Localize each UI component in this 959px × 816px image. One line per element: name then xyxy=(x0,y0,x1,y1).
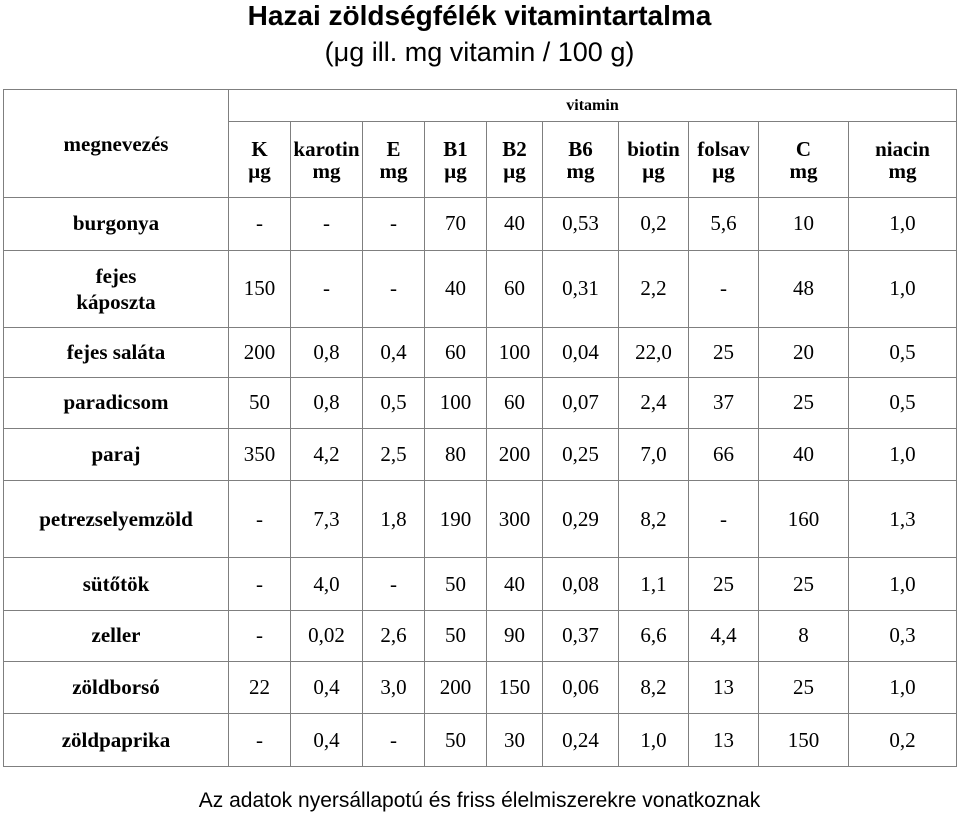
column-header-unit: mg xyxy=(379,158,408,183)
table-cell: 0,37 xyxy=(543,611,619,662)
column-header-name: E xyxy=(386,136,401,161)
column-header-name: B2 xyxy=(502,136,527,161)
table-cell: - xyxy=(229,611,291,662)
table-cell: 0,5 xyxy=(363,378,425,429)
table-cell: - xyxy=(689,481,759,558)
table-cell: 2,5 xyxy=(363,428,425,481)
table-cell: 5,6 xyxy=(689,198,759,251)
table-cell: 0,31 xyxy=(543,250,619,327)
column-header-name: niacin xyxy=(875,136,930,161)
table-cell: 150 xyxy=(229,250,291,327)
table-cell: 80 xyxy=(425,428,487,481)
table-cell: 10 xyxy=(759,198,849,251)
table-cell: - xyxy=(229,481,291,558)
table-cell: 0,4 xyxy=(363,327,425,378)
table-cell: 40 xyxy=(425,250,487,327)
column-header xyxy=(759,122,849,198)
table-cell: 7,3 xyxy=(291,481,363,558)
column-header xyxy=(291,122,363,198)
table-row xyxy=(4,611,957,662)
table-cell: 22 xyxy=(229,661,291,714)
column-header xyxy=(425,122,487,198)
column-header-unit: mg xyxy=(312,158,341,183)
row-name: fejes káposzta xyxy=(4,250,229,327)
column-header-unit: mg xyxy=(789,158,818,183)
table-cell: 0,24 xyxy=(543,714,619,767)
table-cell: 13 xyxy=(689,661,759,714)
table-cell: 40 xyxy=(487,198,543,251)
table-cell: 1,8 xyxy=(363,481,425,558)
column-header-unit: μg xyxy=(503,158,526,183)
column-header xyxy=(543,122,619,198)
table-cell: - xyxy=(363,198,425,251)
table-cell: 2,4 xyxy=(619,378,689,429)
row-name: paradicsom xyxy=(4,378,229,429)
table-cell: 1,0 xyxy=(849,428,957,481)
table-cell: 1,1 xyxy=(619,558,689,611)
table-cell: 37 xyxy=(689,378,759,429)
table-cell: 40 xyxy=(759,428,849,481)
table-cell: 0,02 xyxy=(291,611,363,662)
table-cell: 70 xyxy=(425,198,487,251)
row-name: burgonya xyxy=(4,198,229,251)
vitamin-group-header: vitamin xyxy=(229,90,957,122)
table-cell: 0,8 xyxy=(291,378,363,429)
table-row xyxy=(4,481,957,558)
table-cell: 0,07 xyxy=(543,378,619,429)
table-cell: 200 xyxy=(487,428,543,481)
row-name: fejes saláta xyxy=(4,327,229,378)
column-header-name: karotin xyxy=(293,136,360,161)
column-header-unit: mg xyxy=(888,158,917,183)
table-cell: 50 xyxy=(229,378,291,429)
table-cell: 0,29 xyxy=(543,481,619,558)
table-row xyxy=(4,558,957,611)
table-cell: 7,0 xyxy=(619,428,689,481)
table-cell: 22,0 xyxy=(619,327,689,378)
table-cell: - xyxy=(229,558,291,611)
table-cell: 0,8 xyxy=(291,327,363,378)
table-cell: 1,3 xyxy=(849,481,957,558)
table-cell: 100 xyxy=(425,378,487,429)
table-cell: - xyxy=(229,198,291,251)
table-cell: 150 xyxy=(759,714,849,767)
column-header-name: folsav xyxy=(697,136,750,161)
column-header-unit: mg xyxy=(566,158,595,183)
column-header-name: B1 xyxy=(443,136,468,161)
table-cell: 25 xyxy=(759,378,849,429)
column-header-unit: μg xyxy=(444,158,467,183)
table-cell: 8,2 xyxy=(619,481,689,558)
table-cell: 2,2 xyxy=(619,250,689,327)
table-cell: - xyxy=(363,250,425,327)
table-row xyxy=(4,327,957,378)
table-cell: 0,06 xyxy=(543,661,619,714)
column-header-name: C xyxy=(795,136,812,161)
table-cell: 3,0 xyxy=(363,661,425,714)
table-cell: 25 xyxy=(759,558,849,611)
table-cell: - xyxy=(229,714,291,767)
row-name: zeller xyxy=(4,611,229,662)
vitamin-table xyxy=(3,89,957,767)
table-cell: - xyxy=(363,558,425,611)
table-cell: 0,25 xyxy=(543,428,619,481)
page-subtitle: (μg ill. mg vitamin / 100 g) xyxy=(324,37,635,67)
table-cell: 0,5 xyxy=(849,378,957,429)
table-row xyxy=(4,714,957,767)
table-cell: 0,4 xyxy=(291,661,363,714)
table-cell: 50 xyxy=(425,714,487,767)
table-cell: 8,2 xyxy=(619,661,689,714)
table-row xyxy=(4,661,957,714)
table-cell: 0,08 xyxy=(543,558,619,611)
row-name: paraj xyxy=(4,428,229,481)
table-cell: 190 xyxy=(425,481,487,558)
table-cell: 25 xyxy=(689,327,759,378)
table-cell: 0,3 xyxy=(849,611,957,662)
table-cell: 1,0 xyxy=(849,250,957,327)
table-body xyxy=(4,198,957,767)
table-cell: 1,0 xyxy=(849,661,957,714)
table-row xyxy=(4,428,957,481)
table-cell: 4,2 xyxy=(291,428,363,481)
table-cell: - xyxy=(363,714,425,767)
table-cell: 1,0 xyxy=(619,714,689,767)
table-cell: 0,2 xyxy=(849,714,957,767)
table-cell: 25 xyxy=(689,558,759,611)
column-header xyxy=(363,122,425,198)
table-cell: 200 xyxy=(425,661,487,714)
table-cell: 4,4 xyxy=(689,611,759,662)
table-cell: - xyxy=(689,250,759,327)
table-cell: 20 xyxy=(759,327,849,378)
table-cell: 2,6 xyxy=(363,611,425,662)
table-cell: 4,0 xyxy=(291,558,363,611)
table-cell: 350 xyxy=(229,428,291,481)
table-cell: 0,5 xyxy=(849,327,957,378)
table-cell: - xyxy=(291,198,363,251)
table-cell: 8 xyxy=(759,611,849,662)
table-cell: 1,0 xyxy=(849,198,957,251)
table-row xyxy=(4,198,957,251)
table-cell: 25 xyxy=(759,661,849,714)
table-row xyxy=(4,378,957,429)
column-header-name: biotin xyxy=(627,136,680,161)
table-cell: 60 xyxy=(487,378,543,429)
column-header-unit: μg xyxy=(712,158,735,183)
table-row xyxy=(4,250,957,327)
column-header-name: B6 xyxy=(568,136,593,161)
table-cell: 150 xyxy=(487,661,543,714)
table-cell: 200 xyxy=(229,327,291,378)
row-name: sütőtök xyxy=(4,558,229,611)
footer-note: Az adatok nyersállapotú és friss élelmiszerekre vonatkoznak xyxy=(198,789,761,812)
table-cell: 50 xyxy=(425,611,487,662)
row-name: zöldpaprika xyxy=(4,714,229,767)
table-cell: 60 xyxy=(487,250,543,327)
table-cell: 0,53 xyxy=(543,198,619,251)
column-header xyxy=(689,122,759,198)
row-name: zöldborsó xyxy=(4,661,229,714)
table-cell: 40 xyxy=(487,558,543,611)
column-header xyxy=(487,122,543,198)
table-cell: 160 xyxy=(759,481,849,558)
row-name: petrezselyemzöld xyxy=(4,481,229,558)
table-cell: 6,6 xyxy=(619,611,689,662)
table-cell: - xyxy=(291,250,363,327)
table-cell: 66 xyxy=(689,428,759,481)
table-cell: 90 xyxy=(487,611,543,662)
table-cell: 1,0 xyxy=(849,558,957,611)
header-group-row xyxy=(4,90,957,122)
column-header xyxy=(619,122,689,198)
table-cell: 0,2 xyxy=(619,198,689,251)
page-title: Hazai zöldségfélék vitamintartalma xyxy=(247,0,712,31)
table-cell: 0,4 xyxy=(291,714,363,767)
table-cell: 13 xyxy=(689,714,759,767)
table-cell: 100 xyxy=(487,327,543,378)
table-cell: 300 xyxy=(487,481,543,558)
table-cell: 60 xyxy=(425,327,487,378)
column-header-name: K xyxy=(251,136,268,161)
table-cell: 0,04 xyxy=(543,327,619,378)
name-column-header: megnevezés xyxy=(4,90,229,198)
table-cell: 50 xyxy=(425,558,487,611)
column-header xyxy=(229,122,291,198)
column-header-unit: μg xyxy=(642,158,665,183)
table-cell: 48 xyxy=(759,250,849,327)
column-header xyxy=(849,122,957,198)
table-cell: 30 xyxy=(487,714,543,767)
column-header-unit: μg xyxy=(248,158,271,183)
